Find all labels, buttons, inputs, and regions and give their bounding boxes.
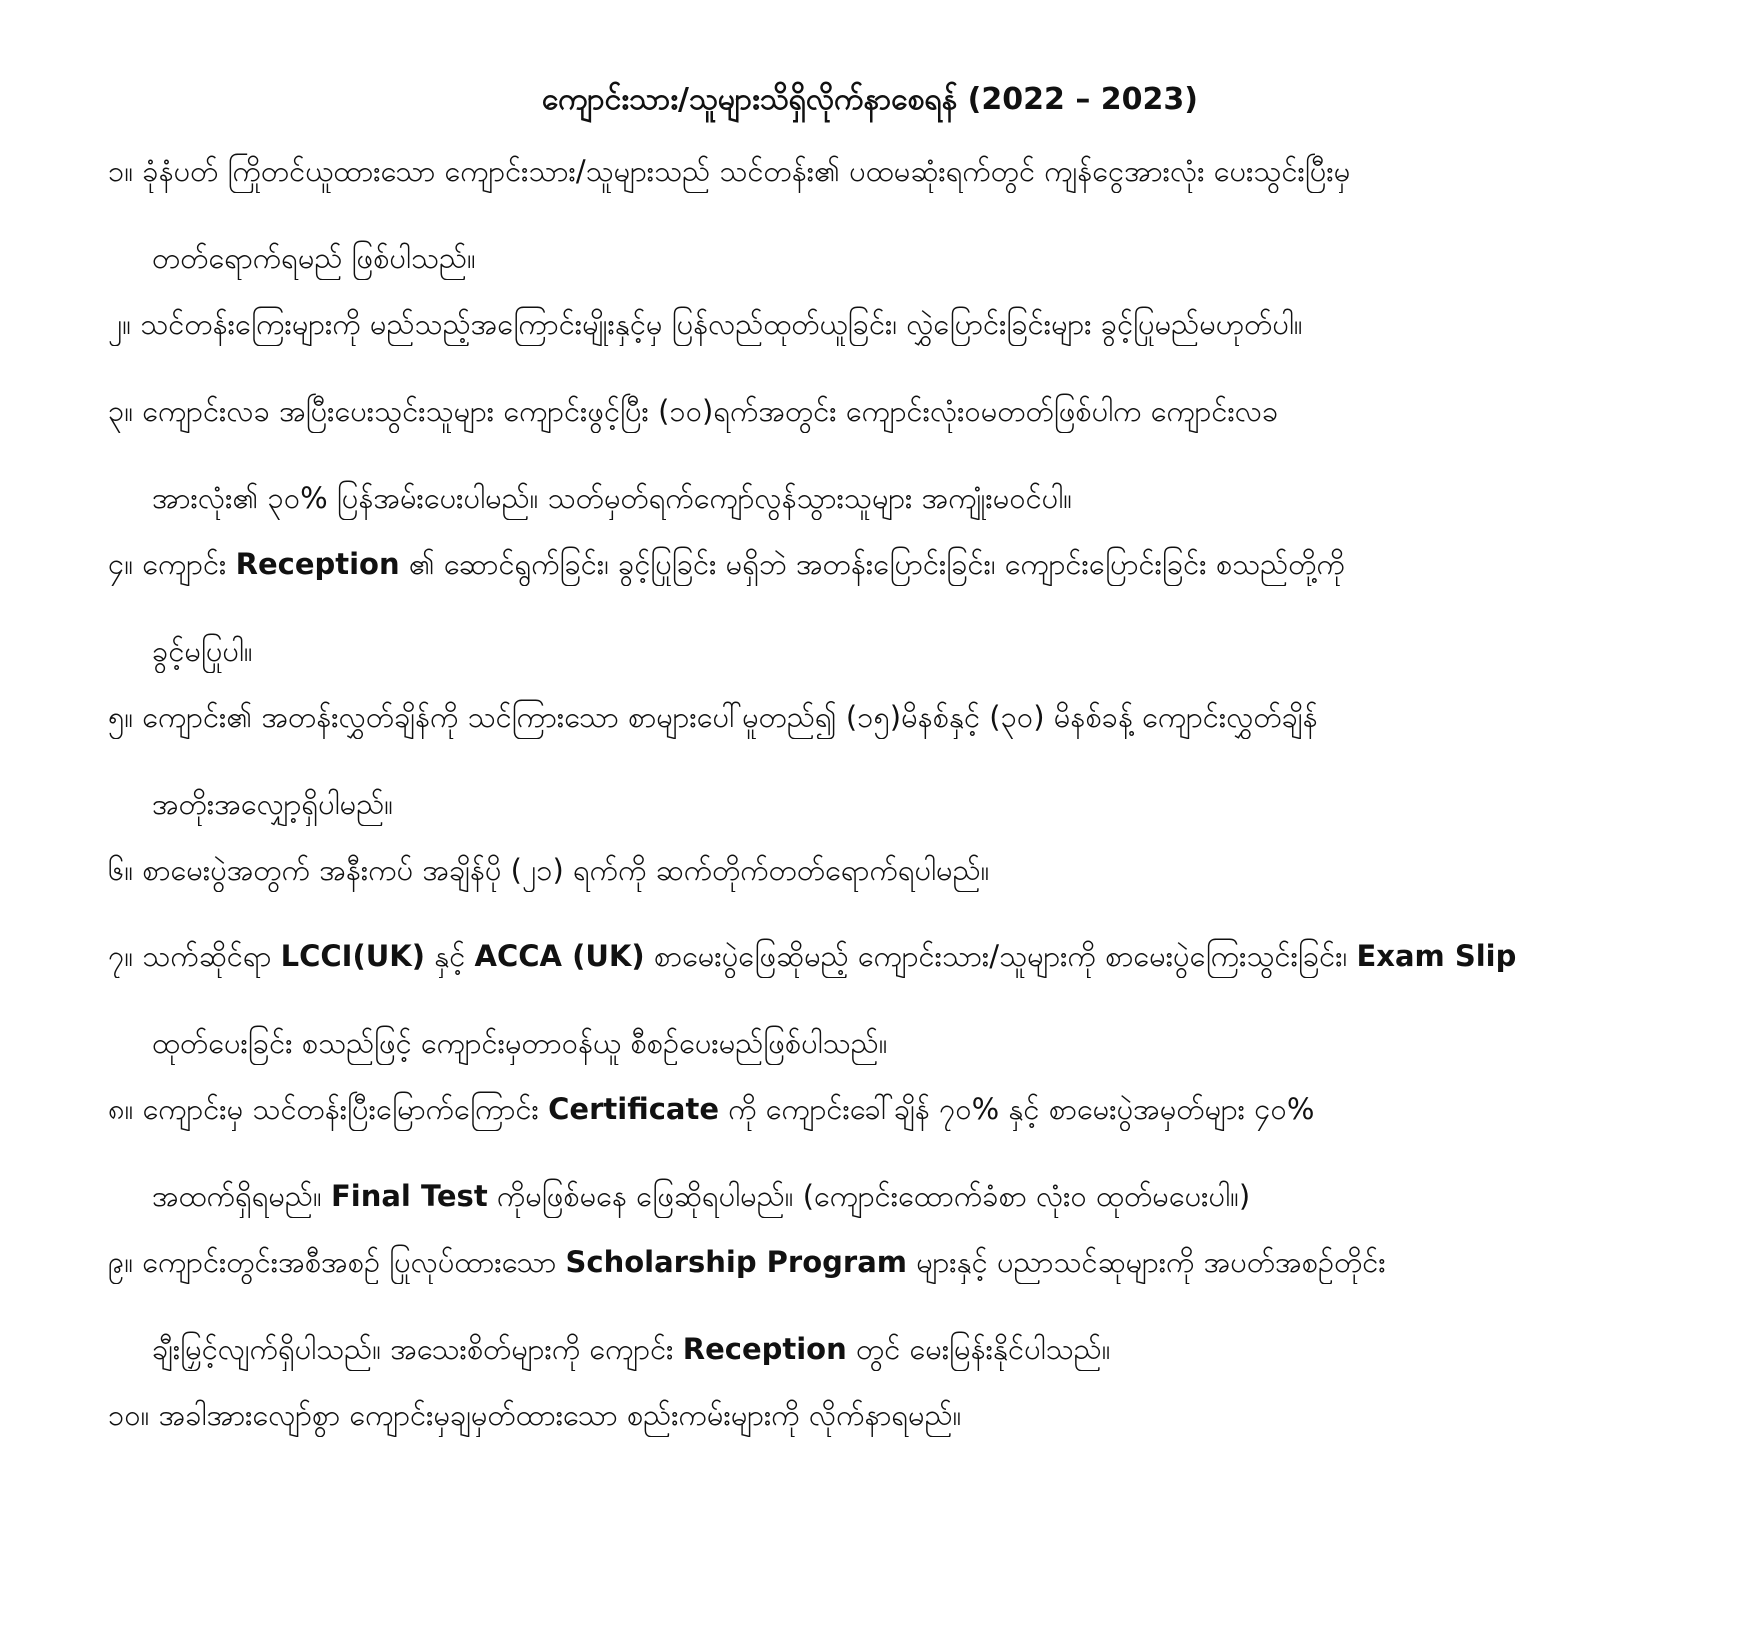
- rule-continuation-text: [108, 1327, 1688, 1371]
- rule-text-segment: ၏ ဆောင်ရွက်ခြင်း၊ ခွင့်ပြုခြင်း မရှိဘဲ အတန်းပြောင်းခြင်း၊ ကျောင်းပြောင်းခြင်း စသည်တို့ကို: [399, 547, 1345, 581]
- rule-item-10: [108, 1393, 1688, 1437]
- bold-term: Exam Slip: [1356, 939, 1517, 973]
- rule-text-segment: ၂။ သင်တန်းကြေးများကို မည်သည့်အကြောင်းမျိုးနှင့်မှ ပြန်လည်ထုတ်ယူခြင်း၊ လွှဲပြောင်းခြင်းများ ခွင့်ပြုမည်မဟုတ်ပါ။: [108, 307, 1303, 341]
- rule-text: [108, 149, 1688, 193]
- rule-text-segment: ကို ကျောင်းခေါ်ချိန် ၇၀% နှင့် စာမေးပွဲအမှတ်များ ၄၀%: [718, 1092, 1315, 1126]
- rule-text-segment: နှင့်: [425, 939, 475, 973]
- rule-text-segment: ၉။ ကျောင်းတွင်းအစီအစဉ် ပြုလုပ်ထားသော: [108, 1245, 566, 1279]
- page-title: ကျောင်းသား/သူများသိရှိလိုက်နာစေရန် (2022 – 2023): [542, 82, 1198, 117]
- rule-continuation-text: [108, 476, 1688, 520]
- rule-text-segment: အတိုးအလျှော့ရှိပါမည်။: [152, 787, 394, 821]
- rule-text-segment: အားလုံး၏ ၃၀% ပြန်အမ်းပေးပါမည်။ သတ်မှတ်ရက်ကျော်လွန်သွားသူများ အကျုံးမဝင်ပါ။: [152, 481, 1073, 515]
- rule-item-4: [108, 542, 1688, 673]
- rule-text-segment: ၁၀။ အခါအားလျော်စွာ ကျောင်းမှချမှတ်ထားသော စည်းကမ်းများကို လိုက်နာရမည်။: [108, 1398, 962, 1432]
- rule-text-segment: ၆။ စာမေးပွဲအတွက် အနီးကပ် အချိန်ပို (၂၁) ရက်ကို ဆက်တိုက်တတ်ရောက်ရပါမည်။: [108, 853, 990, 887]
- bold-term: Scholarship Program: [565, 1245, 908, 1279]
- rule-text-segment: ကိုမဖြစ်မနေ ဖြေဆိုရပါမည်။ (ကျောင်းထောက်ခံစာ လုံးဝ ထုတ်မပေးပါ။): [487, 1179, 1251, 1213]
- rule-text-segment: အထက်ရှိရမည်။: [152, 1179, 331, 1213]
- rule-text-segment: စာမေးပွဲဖြေဆိုမည့် ကျောင်းသား/သူများကို စာမေးပွဲကြေးသွင်းခြင်း၊: [644, 939, 1357, 973]
- rule-continuation-text: [108, 236, 1688, 280]
- bold-term: Certificate: [548, 1092, 719, 1126]
- rule-item-1: [108, 149, 1688, 280]
- rule-continuation-text: [108, 629, 1688, 673]
- rule-continuation-text: [108, 1021, 1688, 1065]
- bold-term: Final Test: [330, 1179, 488, 1213]
- rule-item-8: [108, 1087, 1688, 1218]
- rule-text-segment: တွင် မေးမြန်းနိုင်ပါသည်။: [846, 1332, 1111, 1366]
- rule-text-segment: ခွင့်မပြုပါ။: [152, 634, 253, 668]
- rule-item-3: [108, 389, 1688, 520]
- rule-item-9: [108, 1240, 1688, 1371]
- rule-text-segment: တတ်ရောက်ရမည် ဖြစ်ပါသည်။: [152, 241, 476, 275]
- bold-term: Reception: [235, 547, 400, 581]
- rule-text: [108, 695, 1688, 739]
- rule-text-segment: ၃။ ကျောင်းလခ အပြီးပေးသွင်းသူများ ကျောင်းဖွင့်ပြီး (၁၀)ရက်အတွင်း ကျောင်းလုံးဝမတတ်ဖြစ်ပါက ကျောင်းလခ: [108, 394, 1279, 428]
- rule-text-segment: များနှင့် ပညာသင်ဆုများကို အပတ်အစဉ်တိုင်း: [907, 1245, 1386, 1279]
- rule-text-segment: ထုတ်ပေးခြင်း စသည်ဖြင့် ကျောင်းမှတာဝန်ယူ စီစဉ်ပေးမည်ဖြစ်ပါသည်။: [152, 1026, 888, 1060]
- rule-text: [108, 1240, 1688, 1284]
- bold-term: ACCA (UK): [474, 939, 645, 973]
- rule-text-segment: ၇။ သက်ဆိုင်ရာ: [108, 939, 281, 973]
- rule-continuation-text: [108, 782, 1688, 826]
- bold-term: LCCI(UK): [280, 939, 426, 973]
- rule-text-segment: ၈။ ကျောင်းမှ သင်တန်းပြီးမြောက်ကြောင်း: [108, 1092, 549, 1126]
- rule-text-segment: ချီးမြှင့်လျက်ရှိပါသည်။ အသေးစိတ်များကို ကျောင်း: [152, 1332, 683, 1366]
- rule-item-6: [108, 848, 1688, 892]
- rule-text: [108, 934, 1688, 978]
- rule-text: [108, 1393, 1688, 1437]
- rule-text: [108, 848, 1688, 892]
- rule-text-segment: ၅။ ကျောင်း၏ အတန်းလွှတ်ချိန်ကို သင်ကြားသော စာများပေါ်မူတည်၍ (၁၅)မိနစ်နှင့် (၃၀) မိနစ်ခန့် ကျောင်းလွှတ်ချိန်: [108, 700, 1318, 734]
- rule-text-segment: ၁။ ခုံနံပတ် ကြိုတင်ယူထားသော ကျောင်းသား/သူများသည် သင်တန်း၏ ပထမဆုံးရက်တွင် ကျန်ငွေအားလုံး ပေးသွင်းပြီးမှ: [108, 154, 1351, 188]
- rule-text: [108, 389, 1688, 433]
- rule-text: [108, 1087, 1688, 1131]
- rule-item-2: [108, 302, 1688, 346]
- rule-text: [108, 302, 1688, 346]
- rule-text: [108, 542, 1688, 586]
- rule-item-5: [108, 695, 1688, 826]
- rule-item-7: [108, 934, 1688, 1065]
- bold-term: Reception: [682, 1332, 847, 1366]
- rule-continuation-text: [108, 1174, 1688, 1218]
- rule-text-segment: ၄။ ကျောင်း: [108, 547, 236, 581]
